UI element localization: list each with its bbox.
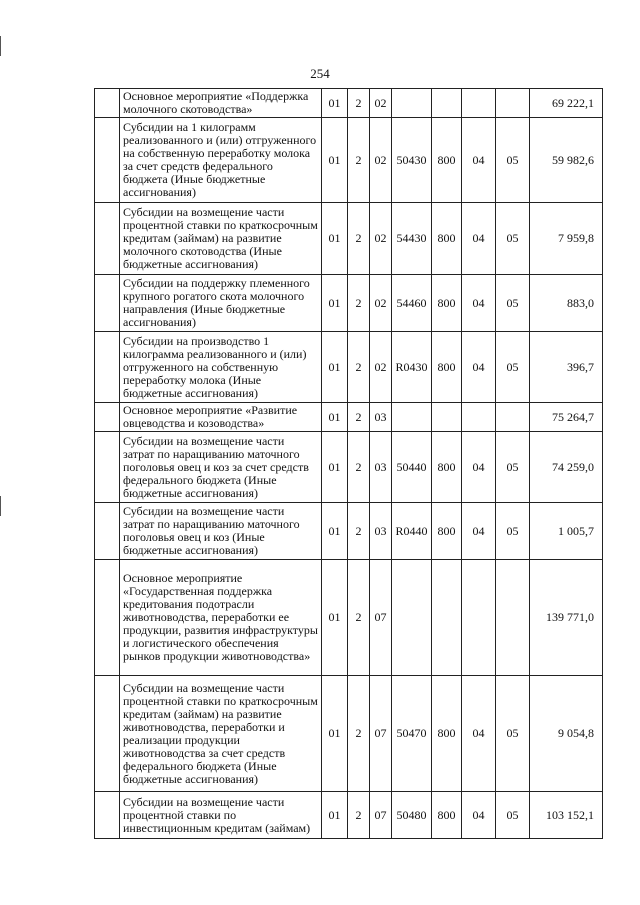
subsection-cell: 05: [496, 275, 530, 332]
direction-code-cell: R0440: [392, 503, 432, 560]
program-code-cell: 01: [322, 432, 348, 503]
event-code-cell: 07: [370, 676, 392, 792]
direction-code-cell: 54460: [392, 275, 432, 332]
table-row: [95, 89, 603, 118]
amount-cell: 74 259,0: [530, 432, 603, 503]
expense-type-cell: [432, 560, 462, 676]
table-row: [95, 432, 603, 503]
subsection-cell: 05: [496, 432, 530, 503]
subprogram-code-cell: 2: [348, 676, 370, 792]
event-code-cell: 03: [370, 503, 392, 560]
indent-cell: [95, 676, 120, 792]
expense-type-cell: 800: [432, 792, 462, 839]
table-row: [95, 118, 603, 203]
indent-cell: [95, 203, 120, 275]
item-name-cell: Субсидии на возмещение части процентной ставки по краткосрочным кредитам (займам) на развитие молочного скотоводства (Иные бюджетные ассигнования): [120, 203, 322, 275]
event-code-cell: 03: [370, 403, 392, 432]
expense-type-cell: 800: [432, 275, 462, 332]
indent-cell: [95, 792, 120, 839]
section-cell: 04: [462, 676, 496, 792]
amount-cell: 69 222,1: [530, 89, 603, 118]
subprogram-code-cell: 2: [348, 332, 370, 403]
indent-cell: [95, 275, 120, 332]
program-code-cell: 01: [322, 203, 348, 275]
program-code-cell: 01: [322, 89, 348, 118]
direction-code-cell: 50480: [392, 792, 432, 839]
item-name-cell: Субсидии на поддержку племенного крупного рогатого скота молочного направления (Иные бюджетные ассигнования): [120, 275, 322, 332]
event-code-cell: 02: [370, 118, 392, 203]
expense-type-cell: 800: [432, 332, 462, 403]
amount-cell: 9 054,8: [530, 676, 603, 792]
amount-cell: 396,7: [530, 332, 603, 403]
expense-type-cell: 800: [432, 203, 462, 275]
event-code-cell: 02: [370, 332, 392, 403]
program-code-cell: 01: [322, 560, 348, 676]
event-code-cell: 03: [370, 432, 392, 503]
section-cell: [462, 403, 496, 432]
indent-cell: [95, 118, 120, 203]
item-name-cell: Субсидии на возмещение части затрат по наращиванию маточного поголовья овец и коз (Иные бюджетные ассигнования): [120, 503, 322, 560]
item-name-cell: Основное мероприятие «Развитие овцеводства и козоводства»: [120, 403, 322, 432]
item-name-cell: Субсидии на 1 килограмм реализованного и (или) отгруженного на собственную переработку молока за счет средств федерального бюджета (Иные бюджетные ассигнования): [120, 118, 322, 203]
section-cell: 04: [462, 432, 496, 503]
subprogram-code-cell: 2: [348, 403, 370, 432]
section-cell: 04: [462, 203, 496, 275]
table-row: [95, 332, 603, 403]
program-code-cell: 01: [322, 332, 348, 403]
expense-type-cell: 800: [432, 432, 462, 503]
indent-cell: [95, 560, 120, 676]
subprogram-code-cell: 2: [348, 118, 370, 203]
subprogram-code-cell: 2: [348, 203, 370, 275]
section-cell: [462, 89, 496, 118]
subprogram-code-cell: 2: [348, 432, 370, 503]
table-row: [95, 275, 603, 332]
subsection-cell: [496, 89, 530, 118]
table-row: [95, 676, 603, 792]
subprogram-code-cell: 2: [348, 560, 370, 676]
direction-code-cell: [392, 89, 432, 118]
item-name-cell: Основное мероприятие «Государственная поддержка кредитования подотрасли животноводства, переработки ее продукции, развития инфраструктуры и логистического обеспечения рынков продукции животноводства»: [120, 560, 322, 676]
subsection-cell: [496, 403, 530, 432]
amount-cell: 7 959,8: [530, 203, 603, 275]
expense-type-cell: 800: [432, 118, 462, 203]
program-code-cell: 01: [322, 676, 348, 792]
program-code-cell: 01: [322, 403, 348, 432]
binder-mark: [0, 36, 1, 56]
program-code-cell: 01: [322, 792, 348, 839]
direction-code-cell: 50440: [392, 432, 432, 503]
section-cell: 04: [462, 503, 496, 560]
subsection-cell: 05: [496, 676, 530, 792]
direction-code-cell: 54430: [392, 203, 432, 275]
section-cell: 04: [462, 275, 496, 332]
amount-cell: 75 264,7: [530, 403, 603, 432]
program-code-cell: 01: [322, 503, 348, 560]
table-body: [95, 89, 603, 839]
direction-code-cell: 50470: [392, 676, 432, 792]
indent-cell: [95, 403, 120, 432]
item-name-cell: Субсидии на возмещение части процентной ставки по инвестиционным кредитам (займам): [120, 792, 322, 839]
item-name-cell: Основное мероприятие «Поддержка молочного скотоводства»: [120, 89, 322, 118]
expense-type-cell: [432, 89, 462, 118]
subsection-cell: 05: [496, 118, 530, 203]
event-code-cell: 02: [370, 275, 392, 332]
expense-type-cell: [432, 403, 462, 432]
amount-cell: 1 005,7: [530, 503, 603, 560]
section-cell: 04: [462, 118, 496, 203]
indent-cell: [95, 503, 120, 560]
subsection-cell: 05: [496, 332, 530, 403]
subprogram-code-cell: 2: [348, 89, 370, 118]
table-row: [95, 792, 603, 839]
direction-code-cell: R0430: [392, 332, 432, 403]
program-code-cell: 01: [322, 275, 348, 332]
event-code-cell: 02: [370, 203, 392, 275]
subprogram-code-cell: 2: [348, 275, 370, 332]
direction-code-cell: [392, 560, 432, 676]
binder-mark: [0, 496, 1, 516]
subprogram-code-cell: 2: [348, 792, 370, 839]
item-name-cell: Субсидии на возмещение части затрат по наращиванию маточного поголовья овец и коз за счет средств федерального бюджета (Иные бюджетные ассигнования): [120, 432, 322, 503]
event-code-cell: 02: [370, 89, 392, 118]
indent-cell: [95, 432, 120, 503]
subsection-cell: 05: [496, 203, 530, 275]
direction-code-cell: [392, 403, 432, 432]
direction-code-cell: 50430: [392, 118, 432, 203]
budget-table: [94, 88, 603, 839]
table-row: [95, 403, 603, 432]
table-row: [95, 503, 603, 560]
event-code-cell: 07: [370, 560, 392, 676]
table-row: [95, 203, 603, 275]
table-row: [95, 560, 603, 676]
amount-cell: 59 982,6: [530, 118, 603, 203]
item-name-cell: Субсидии на производство 1 килограмма реализованного и (или) отгруженного на собственную переработку молока (Иные бюджетные ассигнования): [120, 332, 322, 403]
section-cell: 04: [462, 792, 496, 839]
section-cell: 04: [462, 332, 496, 403]
subsection-cell: 05: [496, 792, 530, 839]
event-code-cell: 07: [370, 792, 392, 839]
subsection-cell: 05: [496, 503, 530, 560]
expense-type-cell: 800: [432, 503, 462, 560]
amount-cell: 139 771,0: [530, 560, 603, 676]
subprogram-code-cell: 2: [348, 503, 370, 560]
page-number: 254: [310, 66, 330, 81]
subsection-cell: [496, 560, 530, 676]
expense-type-cell: 800: [432, 676, 462, 792]
indent-cell: [95, 89, 120, 118]
amount-cell: 103 152,1: [530, 792, 603, 839]
amount-cell: 883,0: [530, 275, 603, 332]
program-code-cell: 01: [322, 118, 348, 203]
section-cell: [462, 560, 496, 676]
item-name-cell: Субсидии на возмещение части процентной ставки по краткосрочным кредитам (займам) на развитие животноводства, переработки и реализации продукции животноводства за счет средств федерального бюджета (Иные бюджетные ассигнования): [120, 676, 322, 792]
indent-cell: [95, 332, 120, 403]
